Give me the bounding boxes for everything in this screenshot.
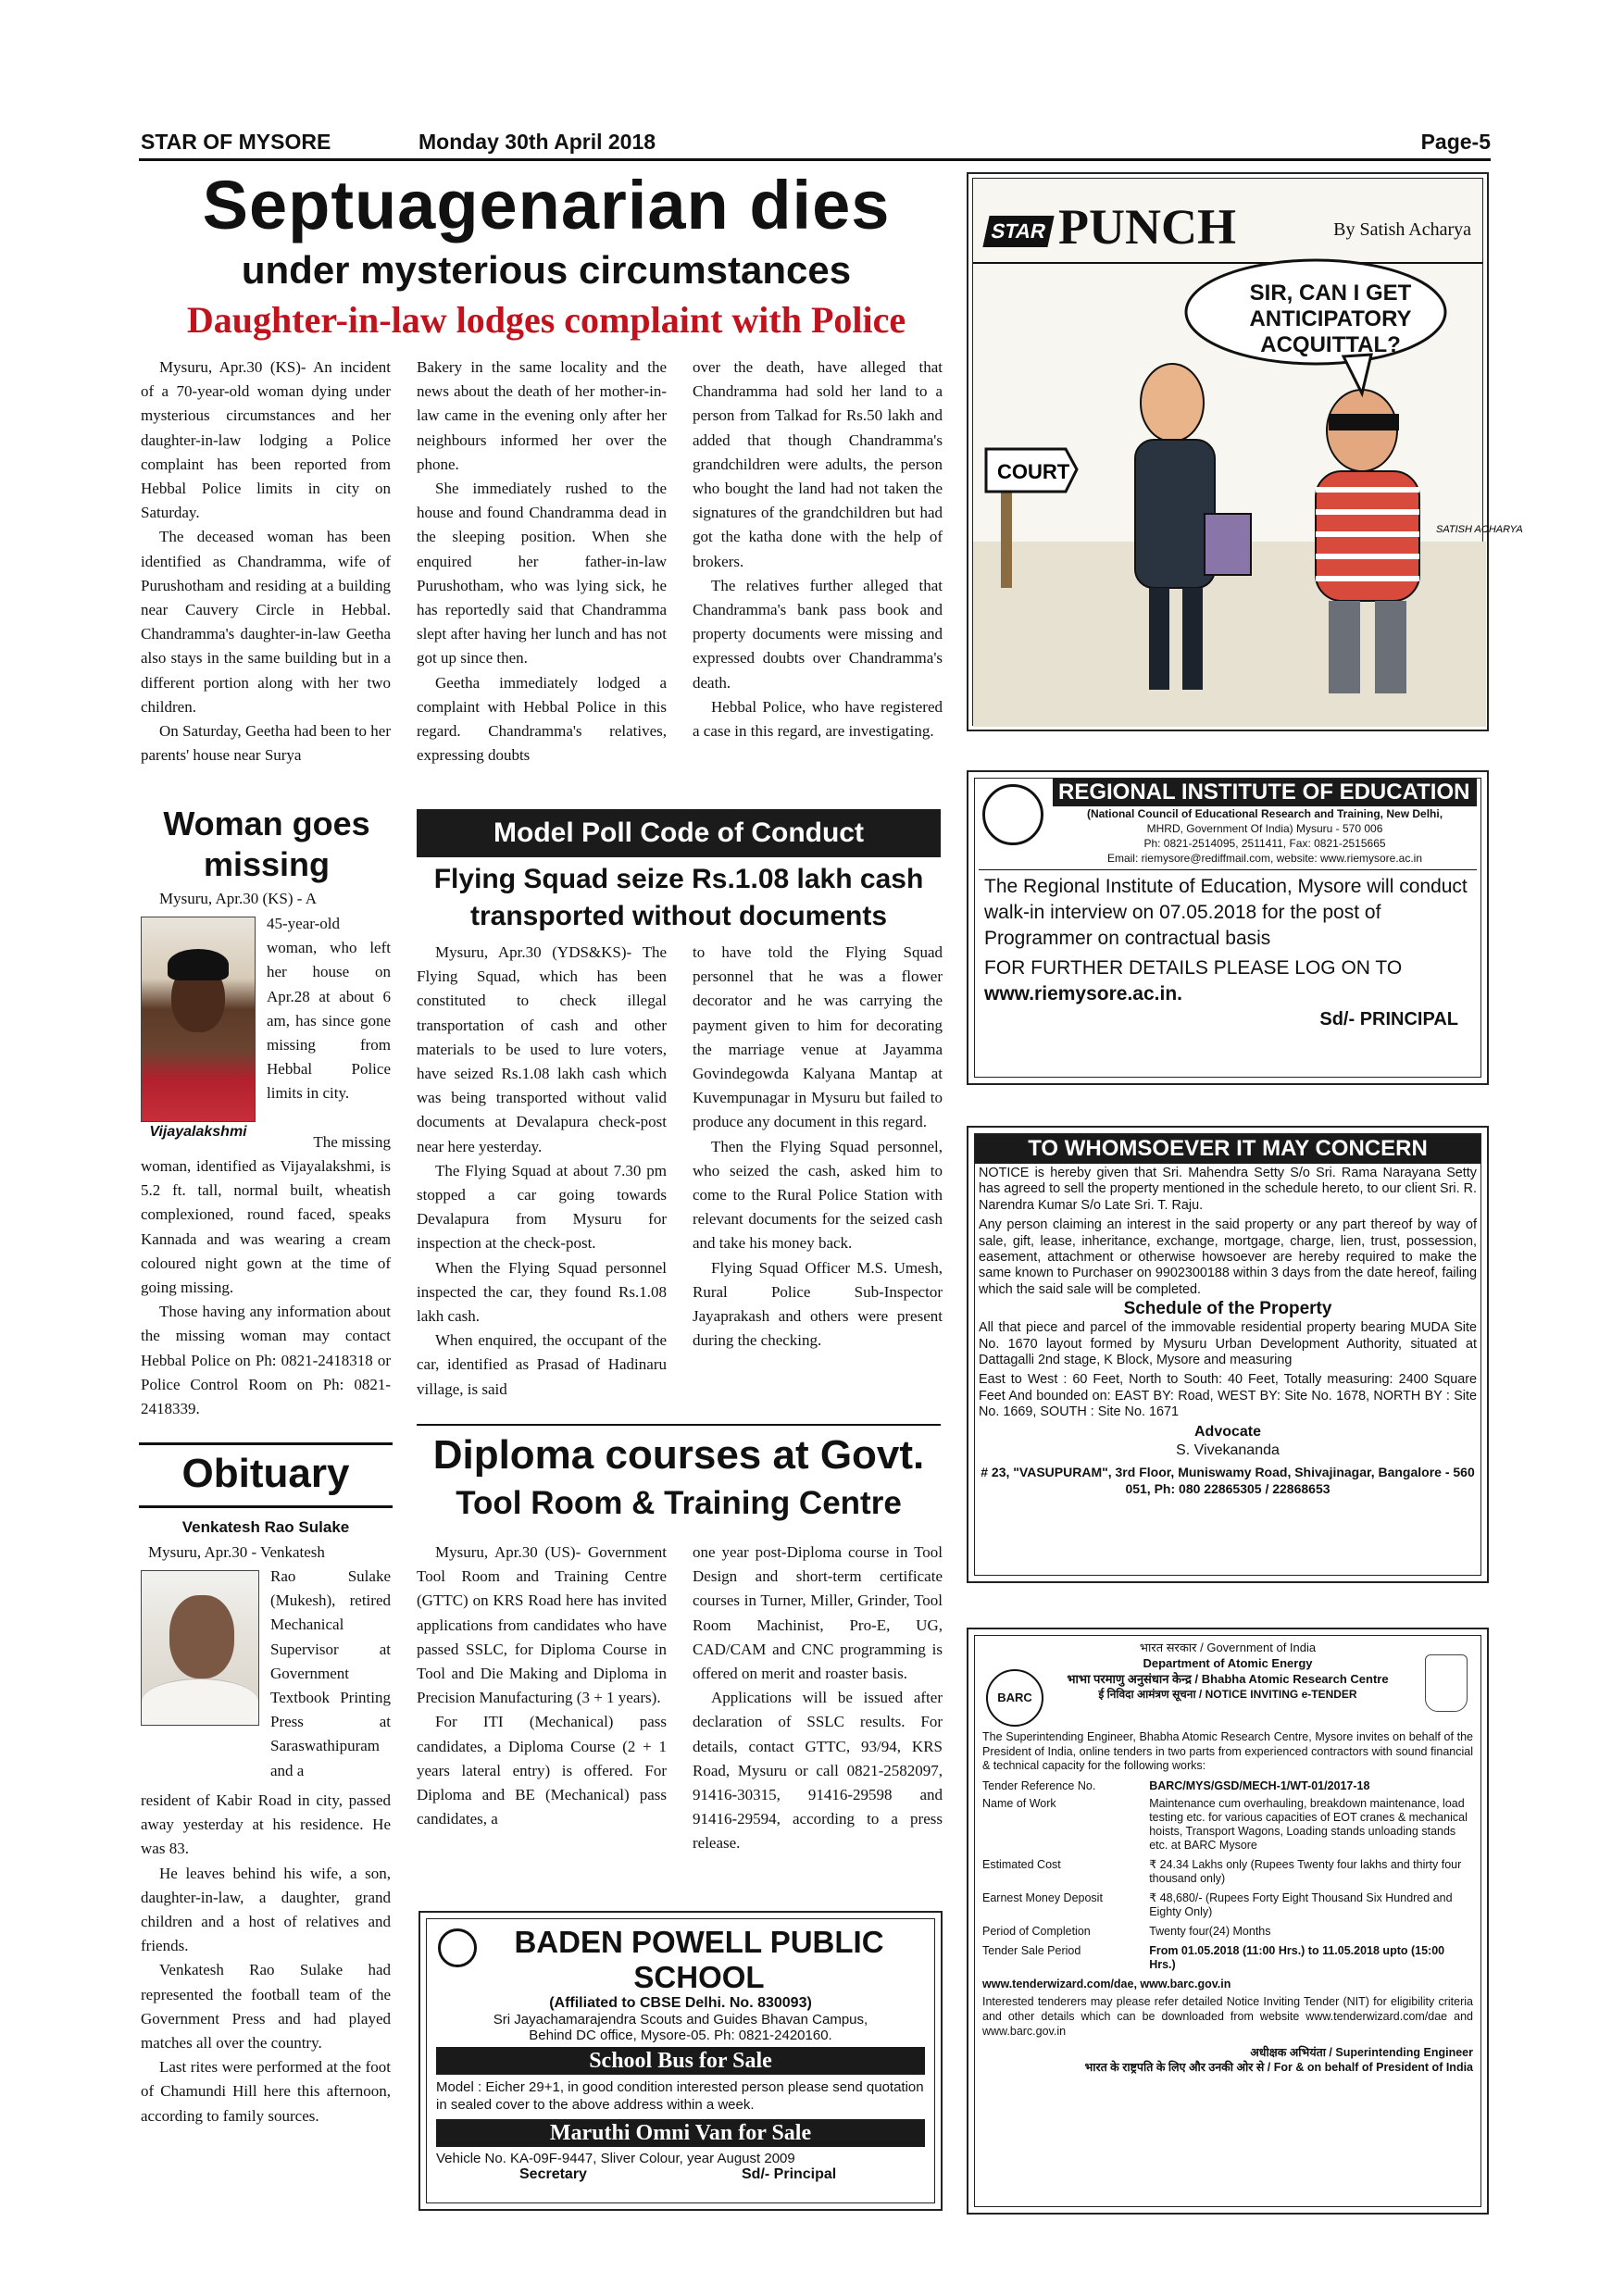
paragraph: Then the Flying Squad personnel, who seized the cash, asked him to come to the Rural Police Station with relevant documents for the seized cash and take his money back. — [693, 1137, 943, 1253]
obituary-top-rule — [139, 1442, 393, 1445]
paragraph: Mysuru, Apr.30 (KS)- An incident of a 70-year-old woman dying under mysterious circumstances and her daughter-in-law lodging a Police complaint has been reported from Hebbal Police limits in city on Saturday. — [141, 358, 391, 522]
paragraph: For ITI (Mechanical) pass candidates, a Diploma Course (2 + 1 years lateral entry) is offered. For Diploma and BE (Mechanical) pass candidates, a — [417, 1713, 667, 1828]
table-row — [982, 1793, 1473, 1853]
table-cell: Maintenance cum overhauling, breakdown maintenance, load testing etc. for various capacities of EOT cranes & mechanical hoists, Transport Wagons, Loading stands unloading stands etc. at BARC Mysore — [1149, 1796, 1468, 1852]
star-label: STAR — [982, 216, 1054, 247]
paragraph: Applications will be issued after declaration of SSLC results. For details, contact GTTC, 93/94, KRS Road, Mysuru or call 0821-2582097, 91416-30315, 91416-29598 and 91416-29594, according to a press release. — [693, 1689, 943, 1853]
ad-frame — [974, 1635, 1481, 2207]
barc-header-line: भाभा परमाणु अनुसंधान केन्द्र / Bhabha Atomic Research Centre — [1067, 1672, 1389, 1686]
bus-sale-text: Model : Eicher 29+1, in good condition interested person please send quotation in sealed cover to the above address within a week. — [436, 2079, 924, 2113]
obituary-dateline: Mysuru, Apr.30 - Venkatesh — [148, 1543, 325, 1561]
ad-signatures — [436, 2166, 925, 2185]
face-shape — [169, 1595, 234, 1678]
missing-title-line: missing — [203, 845, 331, 883]
missing-beside-photo: 45-year-old woman, who left her house on Apr.28 at about 6 am, has since gone missing from Hebbal Police limits in city. — [267, 915, 391, 1103]
barc-header-line: ई निविदा आमंत्रण सूचना / NOTICE INVITING e-TENDER — [1098, 1688, 1357, 1701]
school-address-line: Behind DC office, Mysore-05. Ph: 0821-2420160. — [529, 2028, 832, 2043]
missing-title — [137, 804, 396, 885]
concern-paragraph: All that piece and parcel of the immovable residential property bearing MUDA Site No. 1670 layout formed by Mysuru Urban Development Authority, situated at Dattagalli 2nd stage, K Block, Mysore and measuring — [979, 1320, 1477, 1368]
missing-after-caption: The missing — [313, 1133, 391, 1151]
table-row — [982, 1853, 1473, 1886]
obituary-name: Venkatesh Rao Sulake — [181, 1518, 350, 1536]
ad-frame — [974, 778, 1481, 1078]
paragraph: When the Flying Squad personnel inspected the car, they found Rs.1.08 lakh cash. — [417, 1258, 667, 1326]
obituary-beside-photo: Rao Sulake (Mukesh), retired Mechanical Supervisor at Government Textbook Printing Press at Saraswathipuram and a — [270, 1567, 391, 1779]
lawyer-leg — [1149, 588, 1169, 690]
van-sale-text: Vehicle No. KA-09F-9447, Sliver Colour, year August 2009 — [436, 2151, 795, 2166]
dateline: Mysuru, Apr.30 (KS) - A — [159, 890, 318, 907]
concern-schedule-heading: Schedule of the Property — [1123, 1299, 1332, 1319]
table-row — [982, 1779, 1473, 1793]
poll-headline-line: transported without documents — [470, 901, 887, 931]
lawyer-leg — [1182, 588, 1203, 690]
ncert-logo-icon — [982, 784, 1043, 845]
lead-subhead: under mysterious circumstances — [241, 248, 852, 292]
rie-title: REGIONAL INSTITUTE OF EDUCATION — [1053, 779, 1477, 806]
diploma-headline: Diploma courses at Govt. — [432, 1432, 925, 1478]
barc-tail: Interested tenderers may please refer detailed Notice Inviting Tender (NIT) for eligibility criteria and other details which can be downloaded from website www.tenderwizard.com/dae and www.barc.gov.in — [982, 1995, 1473, 2038]
paragraph: The deceased woman has been identified as Chandramma, wife of Purushotham and residing at a building near Cauvery Circle in Hebbal. Chandramma's daughter-in-law Geetha also stays in the same building but in a different portion along with her two children. — [141, 528, 391, 716]
file-folder — [1205, 514, 1251, 575]
paragraph: Geetha immediately lodged a complaint with Hebbal Police in this regard. Chandramma's relatives, expressing doubts — [417, 673, 667, 765]
issue-date: Monday 30th April 2018 — [418, 130, 656, 154]
table-cell: Tender Reference No. — [982, 1778, 1096, 1792]
rie-ad — [967, 770, 1489, 1085]
obituary-bottom-rule — [139, 1505, 393, 1508]
paragraph: over the death, have alleged that Chandramma had sold her land to a person from Talkad for Rs.50 lakh and added that though Chandramma's grandchildren were adults, the person who bought the land had not taken the signatures of the grandchildren but had got the katha done with the help of brokers. — [693, 358, 943, 570]
paragraph: Flying Squad Officer M.S. Umesh, Rural Police Sub-Inspector Jayaprakash and others were present during the checking. — [693, 1258, 943, 1350]
lead-column-3 — [693, 356, 943, 743]
paragraph: Mysuru, Apr.30 (YDS&KS)- The Flying Squad, which has been constituted to check illegal transportation of cash and other materials to be used to lure voters, have seized Rs.1.08 lakh cash which was being transported without valid documents at Devalapura check-post near here yesterday. — [417, 943, 667, 1155]
missing-title-line: Woman goes — [163, 805, 370, 842]
cartoonist-byline: By Satish Acharya — [1333, 219, 1471, 240]
paragraph: Last rites were performed at the foot of Chamundi Hill here this afternoon, according to family sources. — [141, 2058, 391, 2125]
concern-advocate: Advocate — [1193, 1423, 1262, 1440]
paragraph: She immediately rushed to the house and found Chandramma dead in the sleeping position. When she enquired her father-in-law Purushotham, who was lying sick, he has reportedly said that Chandramma slept after having her lunch and has not got up since then. — [417, 480, 667, 668]
artist-signature: SATISH ACHARYA — [1436, 524, 1523, 535]
barc-intro: The Superintending Engineer, Bhabha Atomic Research Centre, Mysore invites on behalf of the President of India, online tenders in two parts from experienced contractors with sound financial & technical capacity for the following works: — [982, 1730, 1473, 1773]
barc-signature: भारत के राष्ट्रपति के लिए और उनकी ओर से / For & on behalf of President of India — [1084, 2060, 1473, 2074]
paragraph: Those having any information about the missing woman may contact Hebbal Police on Ph: 0821-2418318 or Police Control Room on Ph: 0821-2418339. — [141, 1303, 391, 1418]
paragraph: The Flying Squad at about 7.30 pm stopped a car going towards Devalapura from Mysuru for inspection at the check-post. — [417, 1161, 667, 1253]
rie-website-link[interactable]: www.riemysore.ac.in. — [984, 983, 1182, 1004]
accused-leg — [1329, 601, 1360, 693]
poll-headline-line: Flying Squad seize Rs.1.08 lakh cash — [433, 864, 924, 894]
state-emblem-icon — [1425, 1654, 1468, 1712]
shirt-shape — [142, 1678, 258, 1725]
baden-powell-ad — [418, 1911, 943, 2211]
paper-name: STAR OF MYSORE — [141, 130, 331, 154]
rie-line: (National Council of Educational Research and Training, New Delhi, — [1086, 807, 1443, 820]
table-cell: Name of Work — [982, 1796, 1056, 1810]
speech-text: SIR, CAN I GET ANTICIPATORY ACQUITTAL? — [1249, 281, 1412, 357]
photo-caption: Vijayalakshmi — [149, 1124, 247, 1140]
table-cell: ₹ 24.34 Lakhs only (Rupees Twenty four lakhs and thirty four thousand only) — [1149, 1857, 1462, 1885]
paragraph: Mysuru, Apr.30 (US)- Government Tool Room and Training Centre (GTTC) on KRS Road here has invited applications from candidates who have passed SSLC, for Diploma Course in Tool and Die Making and Diploma in Precision Manufacturing (3 + 1 years). — [417, 1543, 667, 1707]
court-sign-text: COURT — [997, 460, 1070, 483]
concern-paragraph: East to West : 60 Feet, North to South: 40 Feet, Totally measuring: 2400 Square Feet And bounded on: EAST BY: Road, WEST BY: Site No. 1678, NORTH BY : Site No. 1669, SOUTH : Site No. 1671 — [979, 1372, 1477, 1420]
paragraph: to have told the Flying Squad personnel that he was a flower decorator and he was carrying the payment given to him for decorating the marriage venue at Jayamma Govindegowda Kalyana Mantap at Kuvempunagar in Mysuru but failed to produce any document in this regard. — [693, 943, 943, 1131]
van-sale-bar: Maruthi Omni Van for Sale — [436, 2119, 925, 2147]
poll-section-bar: Model Poll Code of Conduct — [417, 809, 941, 857]
table-row — [982, 1939, 1473, 1972]
concern-paragraph: NOTICE is hereby given that Sri. Mahendra Setty S/o Sri. Rama Narayana Setty has agreed to sell the property mentioned in the schedule hereto, to our client Sri. R. Narendra Kumar S/o Late Sri. T. Raju. — [979, 1166, 1477, 1213]
obituary-photo — [141, 1570, 259, 1726]
table-row — [982, 1919, 1473, 1939]
paragraph: He leaves behind his wife, a son, daughter-in-law, a daughter, grand children and a host of relatives and friends. — [141, 1864, 391, 1955]
rie-signature: Sd/- PRINCIPAL — [1319, 1009, 1458, 1029]
table-cell: BARC/MYS/GSD/MECH-1/WT-01/2017-18 — [1149, 1778, 1370, 1792]
paragraph: On Saturday, Geetha had been to her parents' house near Surya — [141, 722, 391, 765]
barc-header-line: Department of Atomic Energy — [1143, 1656, 1313, 1670]
lead-column-1 — [141, 356, 391, 767]
paragraph: woman, identified as Vijayalakshmi, is 5.2 ft. tall, normal built, wheatish complexioned, round faced, speaks Kannada and was wearing a cream coloured night gown at the time of going missing. — [141, 1157, 391, 1297]
ad-frame — [974, 1133, 1481, 1576]
punch-label: PUNCH — [1058, 199, 1236, 255]
rie-line: Ph: 0821-2514095, 2511411, Fax: 0821-2515665 — [1143, 837, 1386, 850]
diploma-column-2 — [693, 1541, 943, 1856]
poll-headline — [417, 861, 941, 935]
rie-body: The Regional Institute of Education, Mysore will conduct walk-in interview on 07.05.2018 for the post of Programmer on contractual basis — [979, 869, 1477, 955]
concern-paragraph: Any person claiming an interest in the said property or any part thereof by way of sale, gift, lease, inheritance, exchange, mortgage, charge, lien, trust, possession, easement, attachment or otherwise howsoever are hereby required to make the same known to Purchaser on 9902300188 within 3 days from the date hereof, failing which the said sale will be completed. — [979, 1217, 1477, 1297]
rie-line: MHRD, Government Of India) Mysuru - 570 006 — [1146, 822, 1383, 835]
paragraph: resident of Kabir Road in city, passed away yesterday at his residence. He was 83. — [141, 1791, 391, 1858]
missing-body — [141, 1154, 391, 1421]
barc-tender-ad — [967, 1628, 1489, 2215]
bus-sale-bar: School Bus for Sale — [436, 2047, 925, 2075]
paragraph: one year post-Diploma course in Tool Design and short-term certificate courses in Turner, Miller, Grinder, Tool Room Machinist, Pro-E, UG, CAD/CAM and CNC programming is offered on merit and roaster basis. — [693, 1543, 943, 1683]
diploma-column-1 — [417, 1541, 667, 1831]
table-cell: Tender Sale Period — [982, 1943, 1081, 1957]
table-cell: Period of Completion — [982, 1924, 1091, 1938]
lead-kicker: Daughter-in-law lodges complaint with Police — [186, 299, 906, 341]
obituary-title: Obituary — [181, 1451, 350, 1496]
table-cell: Twenty four(24) Months — [1149, 1924, 1271, 1938]
rie-further: FOR FURTHER DETAILS PLEASE LOG ON TO — [984, 957, 1403, 979]
diploma-subhead: Tool Room & Training Centre — [456, 1485, 902, 1521]
lead-column-2 — [417, 356, 667, 767]
barc-header-line: भारत सरकार / Government of India — [1139, 1641, 1317, 1654]
barc-tender-table — [982, 1779, 1473, 1972]
school-address-line: Sri Jayachamarajendra Scouts and Guides Bhavan Campus, — [493, 2012, 868, 2028]
concern-title: TO WHOMSOEVER IT MAY CONCERN — [975, 1134, 1480, 1164]
concern-advocate-name: S. Vivekananda — [1176, 1441, 1280, 1458]
barc-logo-icon: BARC — [986, 1669, 1043, 1727]
masthead — [139, 128, 1491, 161]
principal-sign: Sd/- Principal — [742, 2166, 837, 2182]
table-cell: Earnest Money Deposit — [982, 1890, 1103, 1904]
concern-notice-ad — [967, 1126, 1489, 1583]
accused-mask — [1329, 414, 1399, 430]
paragraph: Venkatesh Rao Sulake had represented the football team of the Government Press and had played matches all over the country. — [141, 1961, 391, 2053]
table-cell: Estimated Cost — [982, 1857, 1061, 1871]
page-number: Page-5 — [1420, 130, 1491, 154]
missing-woman-photo — [141, 917, 256, 1122]
cartoon-frame — [972, 178, 1523, 726]
barc-signature: अधीक्षक अभियंता / Superintending Engineer — [1250, 2046, 1473, 2060]
accused-leg — [1375, 601, 1406, 693]
table-row — [982, 1886, 1473, 1919]
paragraph: The relatives further alleged that Chandramma's bank pass book and property documents were missing and expressed doubts over Chandramma's death. — [693, 576, 943, 692]
paragraph: Hebbal Police, who have registered a case in this regard, are investigating. — [693, 697, 943, 741]
table-cell: ₹ 48,680/- (Rupees Forty Eight Thousand Six Hundred and Eighty Only) — [1149, 1890, 1453, 1918]
lawyer-coat — [1135, 440, 1215, 588]
star-punch-cartoon — [967, 172, 1523, 731]
rie-line: Email: riemysore@rediffmail.com, website: www.riemysore.ac.in — [1106, 852, 1423, 865]
school-name: BADEN POWELL PUBLIC SCHOOL — [514, 1925, 884, 1994]
speech-bubble-tail — [1343, 355, 1371, 393]
barc-website-link[interactable]: www.tenderwizard.com/dae, www.barc.gov.in — [982, 1977, 1231, 1990]
ad-frame — [426, 1918, 935, 2203]
concern-address: # 23, "VASUPURAM", 3rd Floor, Muniswamy Road, Shivajinagar, Bangalore - 560 051, Ph: 080 22865305 / 22868653 — [981, 1464, 1475, 1496]
table-cell: From 01.05.2018 (11:00 Hrs.) to 11.05.2018 upto (15:00 Hrs.) — [1149, 1943, 1445, 1971]
school-affiliation: (Affiliated to CBSE Delhi. No. 830093) — [549, 1995, 812, 2011]
poll-column-2 — [693, 941, 943, 1353]
paragraph: When enquired, the occupant of the car, identified as Prasad of Hadinaru village, is said — [417, 1331, 667, 1398]
poll-column-1 — [417, 941, 667, 1402]
school-crest-icon — [438, 1928, 477, 1967]
secretary-sign: Secretary — [519, 2166, 587, 2182]
signpost-pole — [1001, 477, 1012, 588]
hair-shape — [168, 949, 229, 980]
diploma-top-rule — [417, 1424, 941, 1426]
lawyer-head — [1141, 364, 1204, 442]
paragraph: Bakery in the same locality and the news about the death of her mother-in-law came in the evening only after her neighbours informed her over the phone. — [417, 358, 667, 473]
lead-headline: Septuagenarian dies — [202, 167, 891, 243]
obituary-body — [141, 1789, 391, 2128]
missing-story — [141, 887, 391, 911]
